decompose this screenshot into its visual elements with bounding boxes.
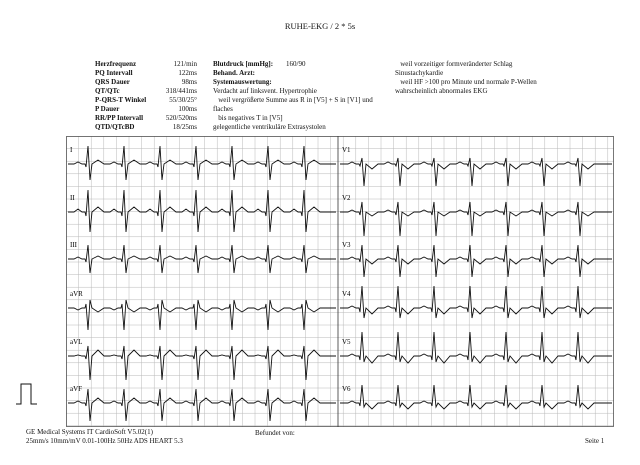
interpretation-line: bis negatives T in [V5] bbox=[213, 114, 283, 122]
lead-label: aVF bbox=[70, 385, 83, 393]
lead-label: V1 bbox=[342, 146, 351, 154]
value-qrs: 98ms bbox=[181, 78, 197, 86]
interpretation-right-line: weil vorzeitiger formveränderter Schlag bbox=[395, 60, 513, 68]
label-qt: QT/QTc bbox=[95, 87, 120, 95]
label-p-duration: P Dauer bbox=[95, 105, 120, 113]
recording-settings: 25mm/s 10mm/mV 0.01-100Hz 50Hz ADS HEART 5.3 bbox=[26, 437, 183, 445]
value-rr: 520/520ms bbox=[165, 114, 197, 122]
page-number: Seite 1 bbox=[585, 437, 605, 445]
value-qtd: 18/25ms bbox=[172, 123, 197, 131]
blood-pressure-label: Blutdruck [mmHg]: bbox=[213, 60, 274, 68]
interpretation-right-line: wahrscheinlich abnormales EKG bbox=[395, 87, 488, 95]
interpretation-line: weil vergrößerte Summe aus R in [V5] + S in [V1] und bbox=[213, 96, 373, 104]
value-axis: 55/30/25° bbox=[169, 96, 197, 104]
interpretation-right-line: weil HF >100 pro Minute und normale P-Wellen bbox=[395, 78, 537, 86]
physician-label: Behand. Arzt: bbox=[213, 69, 255, 77]
calibration-pulse-icon bbox=[16, 382, 38, 406]
lead-label: V3 bbox=[342, 241, 351, 249]
lead-label: II bbox=[70, 194, 75, 202]
label-qtd: QTD/QTcBD bbox=[95, 123, 135, 131]
interpretation-line: gelegentliche ventrikuläre Extrasystolen bbox=[213, 123, 326, 131]
lead-label: V6 bbox=[342, 385, 351, 393]
lead-label: I bbox=[70, 146, 73, 154]
lead-label: III bbox=[70, 241, 77, 249]
lead-label: V2 bbox=[342, 194, 351, 202]
findings-label: Befundet von: bbox=[255, 429, 295, 437]
blood-pressure-value: 160/90 bbox=[286, 60, 306, 68]
lead-label: V5 bbox=[342, 338, 351, 346]
label-pq: PQ Intervall bbox=[95, 69, 133, 77]
value-qt: 318/441ms bbox=[165, 87, 197, 95]
label-rr: RR/PP Intervall bbox=[95, 114, 144, 122]
device-info: GE Medical Systems IT CardioSoft V5.02(1) bbox=[26, 428, 153, 436]
lead-label: aVL bbox=[70, 338, 83, 346]
value-heart-rate: 121/min bbox=[173, 60, 197, 68]
page-title: RUHE-EKG / 2 * 5s bbox=[284, 21, 356, 31]
lead-label: aVR bbox=[70, 290, 83, 298]
label-qrs: QRS Dauer bbox=[95, 78, 130, 86]
interpretation-line: Verdacht auf linksvent. Hypertrophie bbox=[213, 87, 317, 95]
label-axis: P-QRS-T Winkel bbox=[95, 96, 147, 104]
label-heart-rate: Herzfrequenz bbox=[95, 60, 137, 68]
value-p-duration: 100ms bbox=[178, 105, 197, 113]
value-pq: 122ms bbox=[178, 69, 197, 77]
interpretation-right-line: Sinustachykardie bbox=[395, 69, 444, 77]
lead-label: V4 bbox=[342, 290, 351, 298]
interpretation-line: flaches bbox=[213, 105, 233, 113]
interpretation-heading: Systemauswertung: bbox=[213, 78, 272, 86]
ecg-grid bbox=[66, 136, 614, 427]
